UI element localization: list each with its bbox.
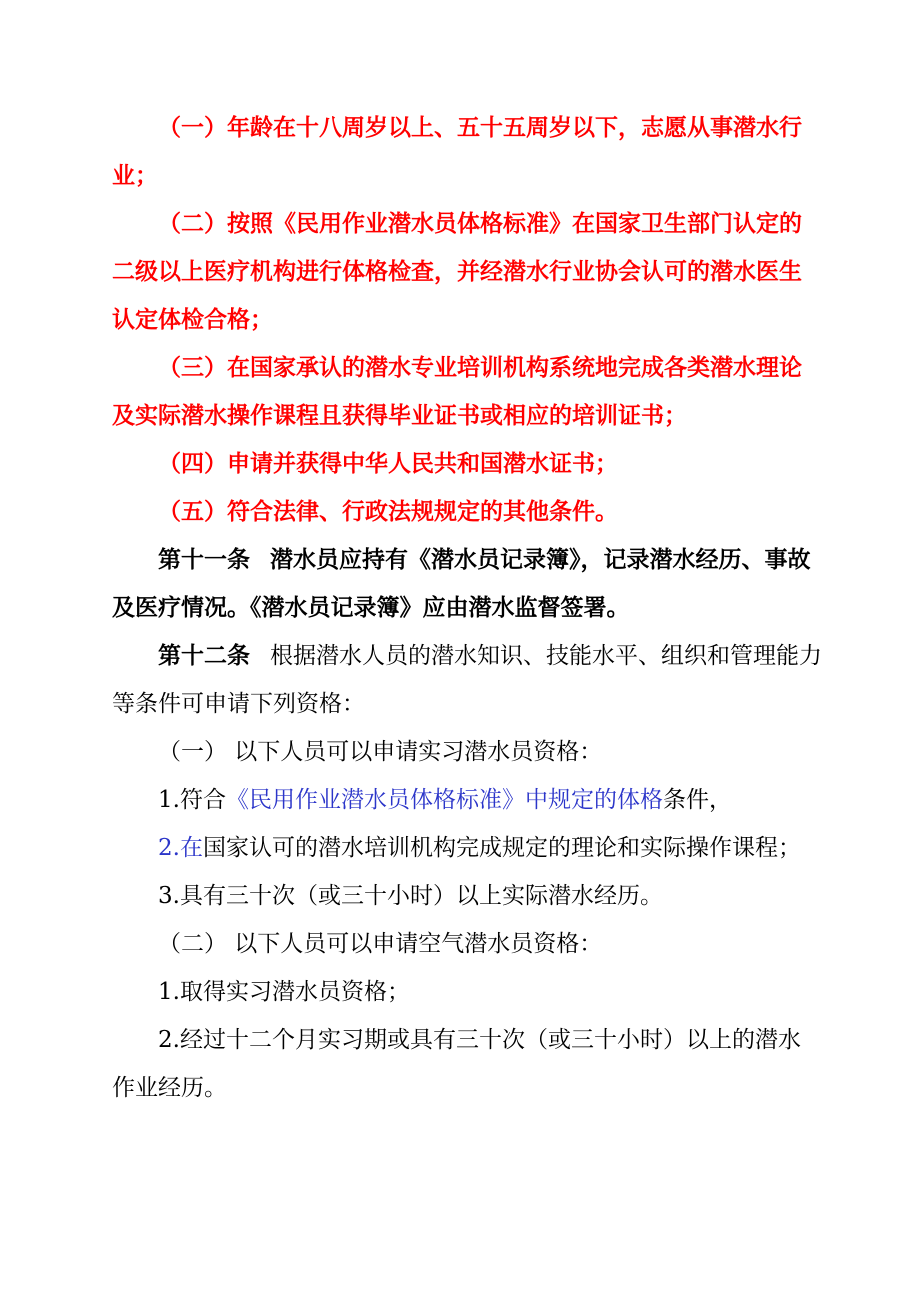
section-2-heading: （二） 以下人员可以申请空气潜水员资格： <box>158 931 603 957</box>
item-2-link[interactable]: 2.在 <box>158 835 203 861</box>
condition-4: （四）申请并获得中华人民共和国潜水证书； <box>158 450 618 477</box>
section-2-item-1: 1.取得实习潜水员资格； <box>158 979 410 1005</box>
section-1-item-2-text: 国家认可的潜水培训机构完成规定的理论和实际操作课程； <box>202 835 801 861</box>
section-2-item-2: 2.经过十二个月实习期或具有三十次（或三十小时）以上的潜水作业经历。 <box>112 1027 801 1101</box>
article-12-number: 第十二条 <box>158 642 250 669</box>
section-1-item-1 <box>112 776 822 824</box>
standard-link[interactable]: 《民用作业潜水员体格标准》中规定的体格 <box>225 787 663 813</box>
article-12 <box>112 632 822 728</box>
article-11-number: 第十一条 <box>158 546 250 573</box>
condition-3: （三）在国家承认的潜水专业培训机构系统地完成各类潜水理论及实际潜水操作课程且获得毕业证书或相应的培训证书； <box>112 354 802 429</box>
article-12-text: 根据潜水人员的潜水知识、技能水平、组织和管理能力等条件可申请下列资格： <box>112 643 822 717</box>
condition-5: （五）符合法律、行政法规规定的其他条件。 <box>158 498 618 525</box>
section-1-item-1-suffix: 条件， <box>662 787 732 813</box>
article-11 <box>112 536 822 632</box>
section-1-item-1-prefix: 1.符合 <box>158 787 226 813</box>
condition-1: （一）年龄在十八周岁以上、五十五周岁以下，志愿从事潜水行业； <box>112 114 802 189</box>
section-1-heading: （一） 以下人员可以申请实习潜水员资格： <box>158 739 603 765</box>
section-1-item-2 <box>112 824 822 872</box>
condition-2: （二）按照《民用作业潜水员体格标准》在国家卫生部门认定的二级以上医疗机构进行体格检查，并经潜水行业协会认可的潜水医生认定体检合格； <box>112 210 802 333</box>
section-1-item-3: 3.具有三十次（或三十小时）以上实际潜水经历。 <box>158 883 663 909</box>
document-body <box>112 104 822 1112</box>
article-11-text: 潜水员应持有《潜水员记录簿》，记录潜水经历、事故及医疗情况。《潜水员记录簿》应由潜水监督签署。 <box>112 546 811 621</box>
